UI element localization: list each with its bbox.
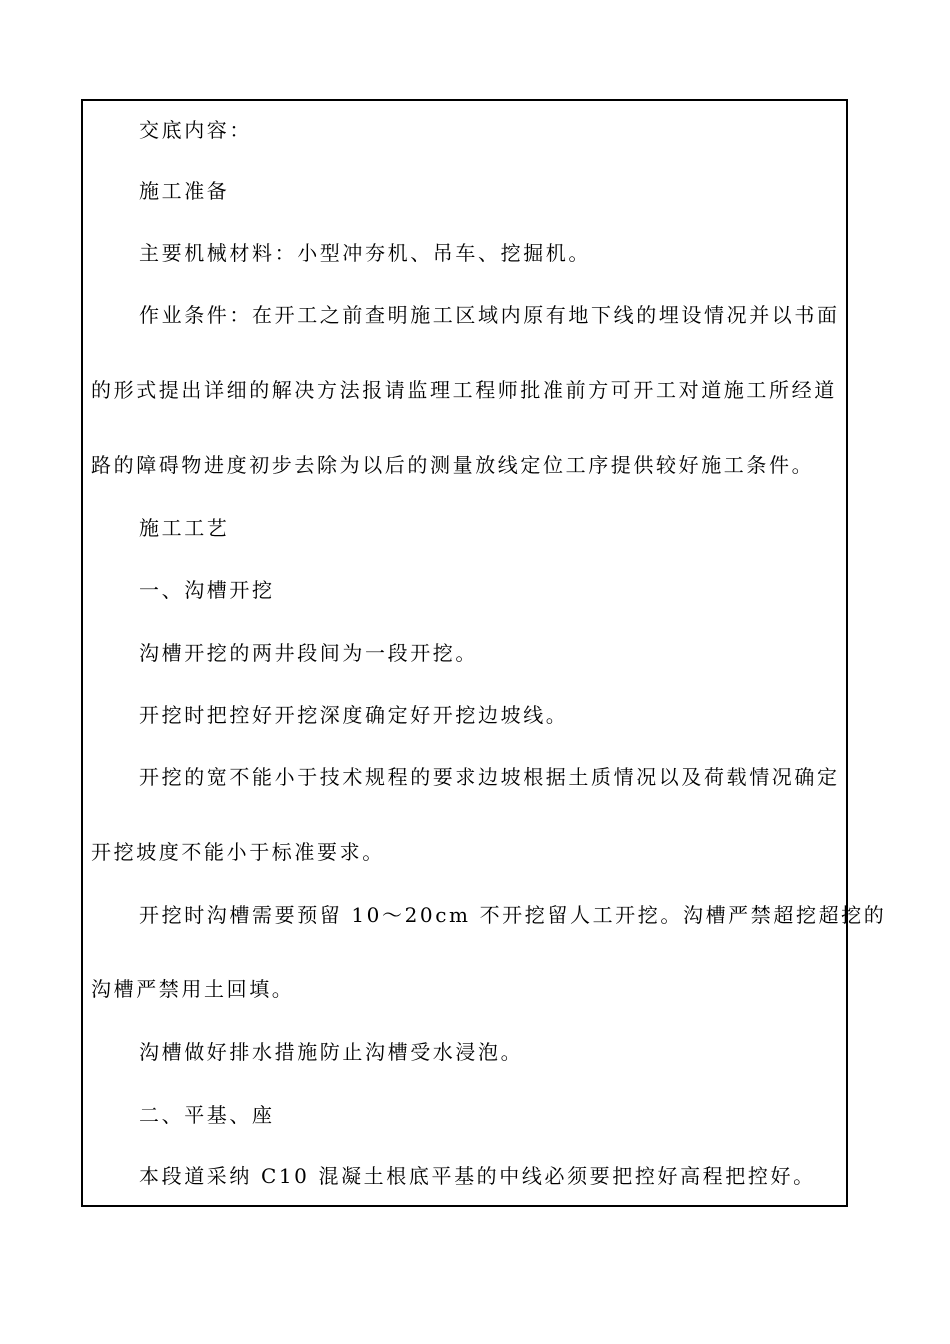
heading-flat-base-seat: 二、平基、座 (139, 1103, 275, 1127)
text-line-work-conditions-3: 路的障碍物进度初步去除为以后的测量放线定位工序提供较好施工条件。 (91, 453, 815, 477)
text-line-excavation-segment: 沟槽开挖的两井段间为一段开挖。 (139, 641, 478, 665)
text-line-c10-concrete: 本段道采纳 C10 混凝土根底平基的中线必须要把控好高程把控好。 (139, 1164, 816, 1188)
heading-construction-process: 施工工艺 (139, 516, 230, 540)
text-line-work-conditions-2: 的形式提出详细的解决方法报请监理工程师批准前方可开工对道施工所经道 (91, 378, 837, 402)
heading-construction-preparation: 施工准备 (139, 179, 230, 203)
text-line-excavation-depth: 开挖时把控好开挖深度确定好开挖边坡线。 (139, 703, 569, 727)
text-line-reserve-manual-1: 开挖时沟槽需要预留 10～20cm 不开挖留人工开挖。沟槽严禁超挖超挖的 (139, 903, 887, 927)
text-line-excavation-width-2: 开挖坡度不能小于标准要求。 (91, 840, 385, 864)
text-line-reserve-manual-2: 沟槽严禁用土回填。 (91, 977, 295, 1001)
text-line-excavation-width-1: 开挖的宽不能小于技术规程的要求边坡根据土质情况以及荷载情况确定 (139, 765, 840, 789)
text-line-main-machinery: 主要机械材料：小型冲夯机、吊车、挖掘机。 (139, 241, 591, 265)
heading-trench-excavation: 一、沟槽开挖 (139, 578, 275, 602)
text-line-handover-content: 交底内容： (139, 118, 252, 142)
text-line-work-conditions-1: 作业条件：在开工之前查明施工区域内原有地下线的埋设情况并以书面 (139, 303, 840, 327)
text-line-drainage: 沟槽做好排水措施防止沟槽受水浸泡。 (139, 1040, 524, 1064)
